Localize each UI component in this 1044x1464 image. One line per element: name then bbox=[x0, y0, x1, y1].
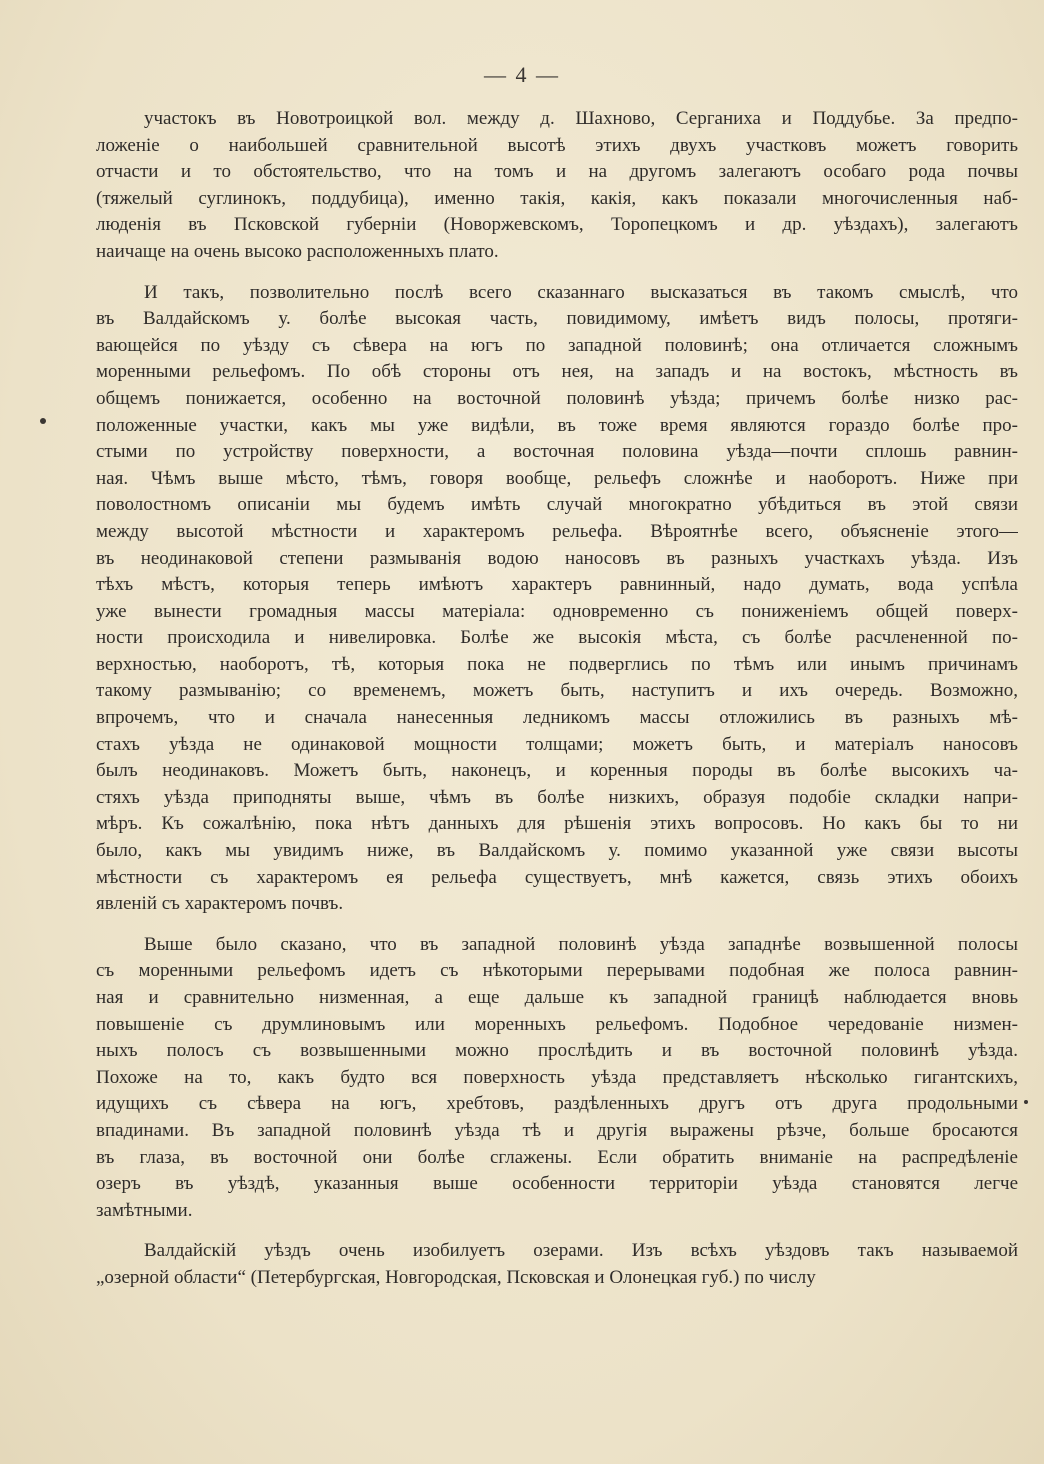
text-line: моренными рельефомъ. По обѣ стороны отъ нея, на западъ и на востокъ, мѣстность въ bbox=[96, 361, 1018, 383]
paragraph bbox=[96, 1238, 1018, 1291]
text-line: участокъ въ Новотроицкой вол. между д. Шахново, Серганиха и Поддубье. За предпо- bbox=[144, 108, 1018, 129]
text-line: вающейся по уѣзду съ сѣвера на югъ по западной половинѣ; она отличается сложнымъ bbox=[96, 334, 1018, 356]
document-body bbox=[96, 106, 1018, 1306]
text-line: наичаще на очень высоко расположенныхъ плато. bbox=[96, 240, 499, 262]
text-line: былъ неодинаковъ. Можетъ быть, наконецъ, и коренныя породы въ болѣе высокихъ ча- bbox=[96, 760, 1018, 782]
text-line: ныхъ полосъ съ возвышенными можно прослѣдить и въ восточной половинѣ уѣзда. bbox=[96, 1040, 1018, 1062]
text-line: отчасти и то обстоятельство, что на томъ и на другомъ залегаютъ особаго рода почвы bbox=[96, 161, 1018, 183]
text-line: ности происходила и нивелировка. Болѣе же высокія мѣста, съ болѣе расчлененной по- bbox=[96, 627, 1018, 649]
text-line: Валдайскій уѣздъ очень изобилуетъ озерами. Изъ всѣхъ уѣздовъ такъ называемой bbox=[144, 1240, 1018, 1262]
text-line: „озерной области“ (Петербургская, Новгородская, Псковская и Олонецкая губ.) по числу bbox=[96, 1266, 816, 1288]
text-line: поволостномъ описаніи мы будемъ имѣть случай многократно убѣдиться въ этой связи bbox=[96, 494, 1018, 516]
text-line: Выше было сказано, что въ западной половинѣ уѣзда западнѣе возвышенной полосы bbox=[144, 933, 1018, 955]
text-line: въ Валдайскомъ у. болѣе высокая часть, повидимому, имѣетъ видъ полосы, протяги- bbox=[96, 308, 1018, 330]
text-line: озеръ въ уѣздѣ, указанныя выше особенности территоріи уѣзда становятся легче bbox=[96, 1173, 1018, 1195]
text-line: люденія въ Псковской губерніи (Новоржевскомъ, Торопецкомъ и др. уѣздахъ), залегаютъ bbox=[96, 214, 1018, 236]
text-line: стяхъ уѣзда приподняты выше, чѣмъ въ болѣе низкихъ, образуя подобіе складки напри- bbox=[96, 786, 1018, 808]
text-line: ная. Чѣмъ выше мѣсто, тѣмъ, говоря вообще, рельефъ сложнѣе и наоборотъ. Ниже при bbox=[96, 467, 1018, 489]
text-line: между высотой мѣстности и характеромъ рельефа. Вѣроятнѣе всего, объясненіе этого— bbox=[96, 520, 1018, 542]
text-line: явленій съ характеромъ почвъ. bbox=[96, 893, 344, 915]
text-line: ная и сравнительно низменная, а еще дальше къ западной границѣ наблюдается вновь bbox=[96, 987, 1018, 1008]
text-line: идущихъ съ сѣвера на югъ, хребтовъ, раздѣленныхъ другъ отъ друга продольными bbox=[96, 1093, 1018, 1115]
text-line: стахъ уѣзда не одинаковой мощности толщами; можетъ быть, и матеріалъ наносовъ bbox=[96, 733, 1018, 755]
text-line: общемъ понижается, особенно на восточной половинѣ уѣзда; причемъ болѣе низко рас- bbox=[96, 387, 1018, 409]
text-line: верхностью, наоборотъ, тѣ, которыя пока не подверглись по тѣмъ или инымъ причинамъ bbox=[96, 653, 1018, 675]
text-line: въ неодинаковой степени размыванія водою наносовъ въ разныхъ участкахъ уѣзда. Изъ bbox=[96, 547, 1018, 569]
text-line: стыми по устройству поверхности, а восточная половина уѣзда—почти сплошь равнин- bbox=[96, 441, 1018, 463]
paragraph bbox=[96, 106, 1018, 266]
text-line: ложеніе о наибольшей сравнительной высотѣ этихъ двухъ участковъ можетъ говорить bbox=[96, 134, 1018, 156]
paragraph bbox=[96, 280, 1018, 918]
text-line: И такъ, позволительно послѣ всего сказаннаго высказаться въ такомъ смыслѣ, что bbox=[144, 281, 1018, 303]
text-line: положенные участки, какъ мы уже видѣли, въ тоже время являются гораздо болѣе про- bbox=[96, 414, 1018, 436]
text-line: замѣтными. bbox=[96, 1199, 193, 1221]
text-line: было, какъ мы увидимъ ниже, въ Валдайскомъ у. помимо указанной уже связи высоты bbox=[96, 840, 1018, 862]
text-line: мѣръ. Къ сожалѣнію, пока нѣтъ данныхъ для рѣшенія этихъ вопросовъ. Но какъ бы то ни bbox=[96, 813, 1018, 835]
paragraph bbox=[96, 932, 1018, 1225]
text-line: мѣстности съ характеромъ ея рельефа существуетъ, мнѣ кажется, связь этихъ обоихъ bbox=[96, 866, 1018, 888]
ink-speck bbox=[1024, 1100, 1028, 1104]
text-line: такому размыванію; со временемъ, можетъ быть, наступитъ и ихъ очередь. Возможно, bbox=[96, 680, 1018, 702]
text-line: впрочемъ, что и сначала нанесенныя ледникомъ массы отложились въ разныхъ мѣ- bbox=[96, 707, 1018, 729]
text-line: Похоже на то, какъ будто вся поверхность уѣзда представляетъ нѣсколько гигантскихъ, bbox=[96, 1066, 1018, 1088]
text-line: повышеніе съ друмлиновымъ или моренныхъ рельефомъ. Подобное чередованіе низмен- bbox=[96, 1013, 1018, 1035]
text-line: (тяжелый суглинокъ, поддубица), именно такія, какія, какъ показали многочисленныя наб- bbox=[96, 187, 1018, 209]
text-line: съ моренными рельефомъ идетъ съ нѣкоторыми перерывами подобная же полоса равнин- bbox=[96, 960, 1018, 982]
text-line: тѣхъ мѣстъ, которыя теперь имѣютъ характеръ равнинный, надо думать, вода успѣла bbox=[96, 574, 1018, 596]
text-line: впадинами. Въ западной половинѣ уѣзда тѣ и другія выражены рѣзче, больше бросаются bbox=[96, 1119, 1018, 1141]
page-number: — 4 — bbox=[484, 62, 560, 87]
text-line: уже вынести громадныя массы матеріала: одновременно съ пониженіемъ общей поверх- bbox=[96, 600, 1018, 622]
text-line: въ глаза, въ восточной они болѣе сглажены. Если обратить вниманіе на распредѣленіе bbox=[96, 1146, 1018, 1168]
ink-speck bbox=[40, 418, 46, 424]
